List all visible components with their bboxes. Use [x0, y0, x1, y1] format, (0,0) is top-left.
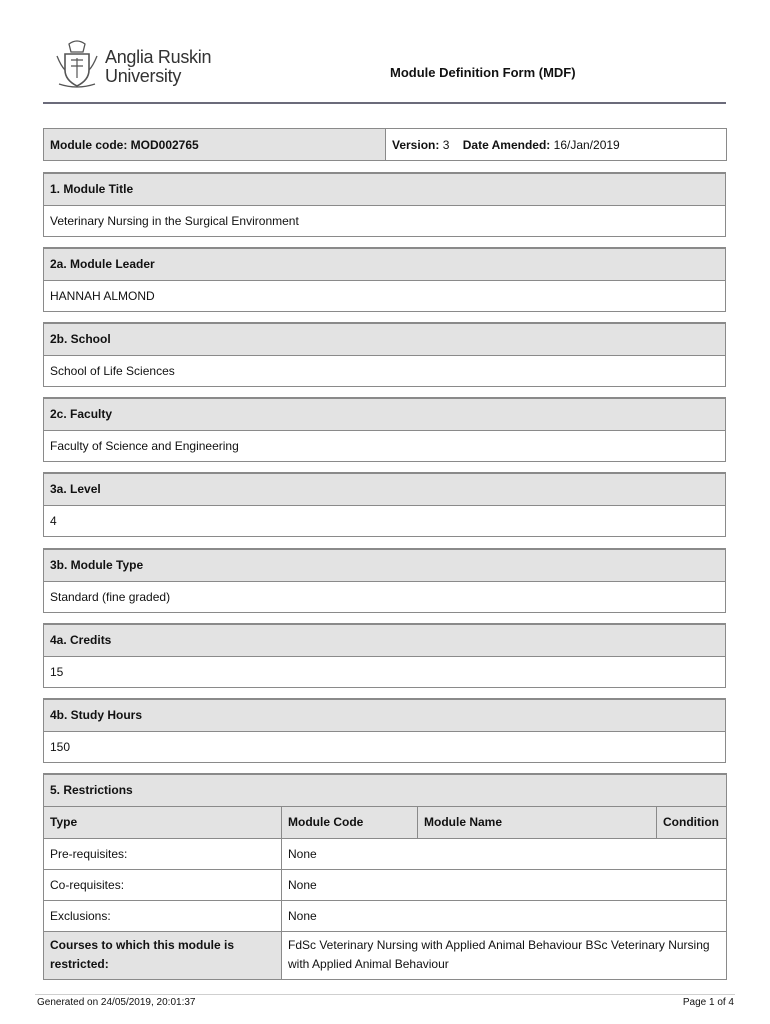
logo-wordmark: [105, 48, 211, 86]
generated-timestamp: Generated on 24/05/2019, 20:01:37: [37, 997, 196, 1008]
page-number: Page 1 of 4: [682, 997, 734, 1008]
module-code-cell: Module code: MOD002765: [44, 129, 386, 161]
module-meta-table: [43, 128, 727, 161]
restriction-type: Co-requisites:: [44, 869, 282, 900]
section-module-title: [43, 172, 726, 237]
header-divider: [43, 102, 726, 104]
section-value: School of Life Sciences: [44, 355, 726, 386]
courses-restricted-label: Courses to which this module is restricted:: [44, 931, 282, 979]
column-header-condition: Condition: [657, 806, 727, 838]
section-heading: 2c. Faculty: [44, 398, 726, 430]
courses-restricted-value: FdSc Veterinary Nursing with Applied Animal Behaviour BSc Veterinary Nursing with Applied Animal Behaviour: [282, 931, 727, 979]
restriction-type: Exclusions:: [44, 900, 282, 931]
version-value: 3: [442, 137, 450, 152]
crest-icon: [55, 40, 99, 88]
version-label: Version:: [392, 137, 440, 152]
section-school: [43, 322, 726, 387]
date-amended-value: 16/Jan/2019: [553, 137, 620, 152]
section-module-leader: [43, 247, 726, 312]
column-header-module-name: Module Name: [418, 806, 657, 838]
table-row: [44, 869, 727, 900]
section-level: [43, 472, 726, 537]
restriction-value: None: [282, 900, 727, 931]
column-header-type: Type: [44, 806, 282, 838]
footer-divider: [35, 994, 735, 995]
section-heading: 4a. Credits: [44, 624, 726, 656]
restriction-type: Pre-requisites:: [44, 838, 282, 869]
table-row: [44, 931, 727, 979]
restrictions-table: [43, 773, 727, 980]
page-header: [0, 0, 770, 104]
section-heading: 1. Module Title: [44, 173, 726, 205]
date-amended-label: Date Amended:: [462, 137, 551, 152]
section-study-hours: [43, 698, 726, 763]
section-value: Veterinary Nursing in the Surgical Environment: [44, 205, 726, 236]
restriction-value: None: [282, 869, 727, 900]
section-value: 15: [44, 656, 726, 687]
section-value: 150: [44, 731, 726, 762]
table-row: [44, 900, 727, 931]
section-heading: 3b. Module Type: [44, 549, 726, 581]
section-heading: 4b. Study Hours: [44, 699, 726, 731]
section-credits: [43, 623, 726, 688]
logo-line-2: University: [105, 66, 182, 86]
restrictions-heading: 5. Restrictions: [44, 774, 727, 806]
version-date-cell: [386, 129, 727, 161]
section-value: Standard (fine graded): [44, 581, 726, 612]
section-faculty: [43, 397, 726, 462]
section-heading: 2a. Module Leader: [44, 248, 726, 280]
section-value: Faculty of Science and Engineering: [44, 430, 726, 461]
section-heading: 3a. Level: [44, 473, 726, 505]
restriction-value: None: [282, 838, 727, 869]
section-module-type: [43, 548, 726, 613]
logo-line-1: Anglia Ruskin: [105, 47, 212, 67]
section-heading: 2b. School: [44, 323, 726, 355]
university-logo: [55, 40, 215, 90]
section-value: HANNAH ALMOND: [44, 280, 726, 311]
section-value: 4: [44, 505, 726, 536]
table-row: [44, 838, 727, 869]
document-title: Module Definition Form (MDF): [390, 65, 576, 80]
column-header-module-code: Module Code: [282, 806, 418, 838]
